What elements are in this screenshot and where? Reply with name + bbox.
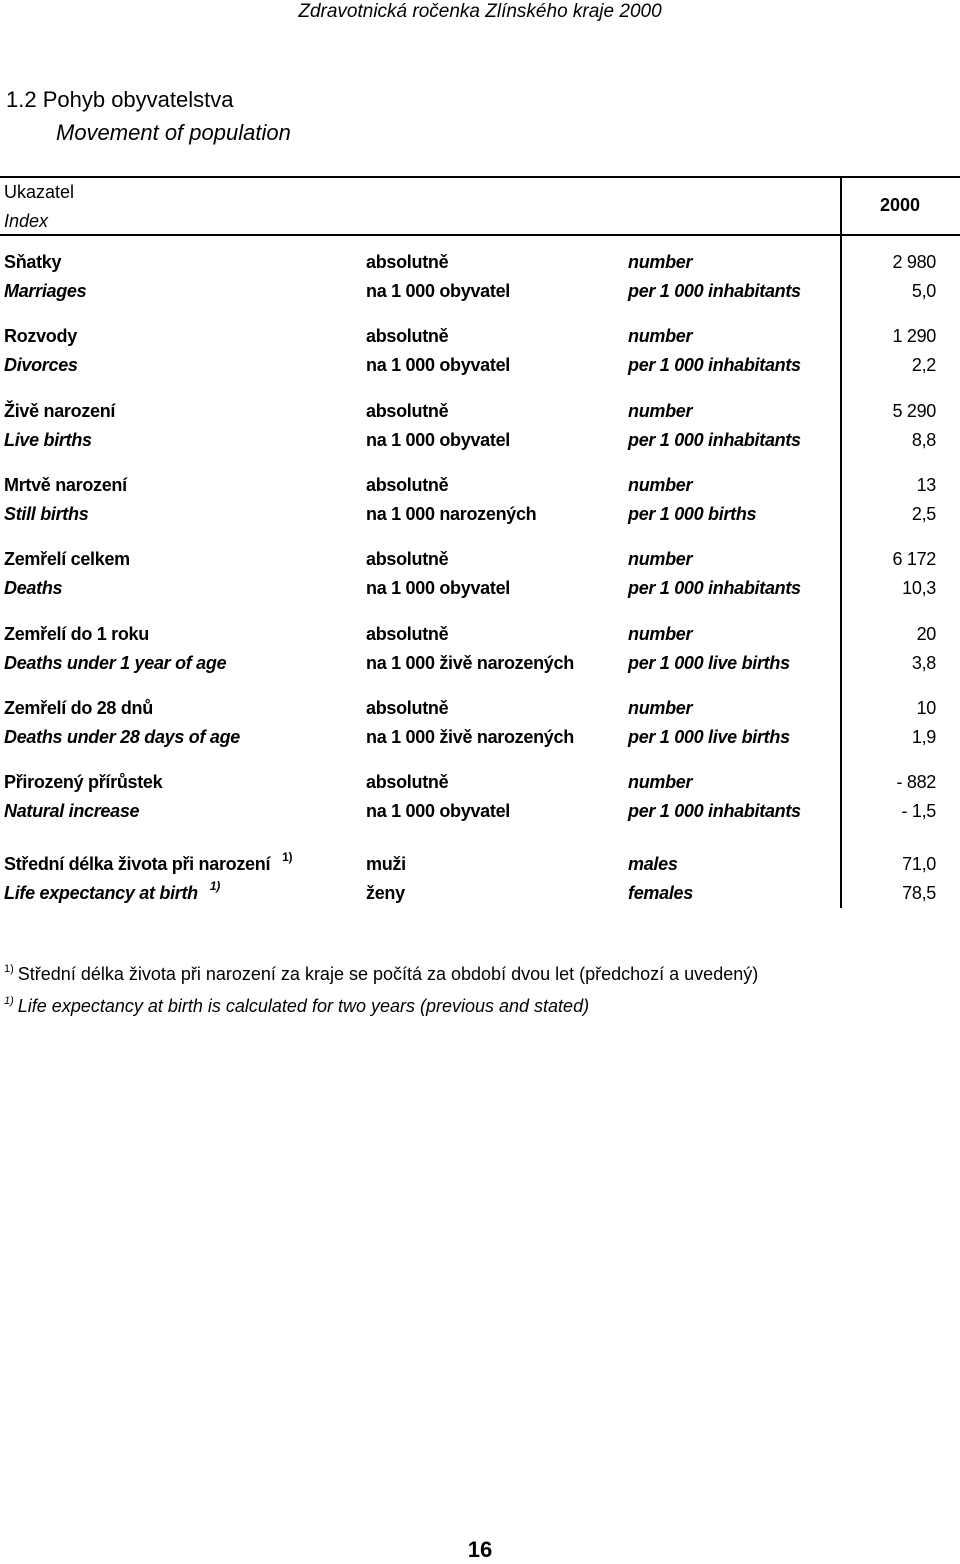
unit-cz: na 1 000 obyvatel	[366, 578, 510, 598]
table-row	[0, 250, 960, 310]
unit-en: number	[628, 326, 693, 346]
footnote-mark: 1)	[209, 879, 220, 893]
unit-en: per 1 000 inhabitants	[628, 355, 801, 375]
value: 1 290	[892, 326, 936, 346]
table-row	[0, 324, 960, 384]
unit-cz: absolutně	[366, 326, 449, 346]
table-row	[0, 473, 960, 533]
footnote-mark: 1)	[4, 995, 14, 1007]
unit-en: females	[628, 883, 693, 903]
running-header: Zdravotnická ročenka Zlínského kraje 2000	[298, 1, 662, 22]
unit-en: number	[628, 624, 693, 644]
unit-en: per 1 000 inhabitants	[628, 430, 801, 450]
unit-cz: absolutně	[366, 772, 449, 792]
unit-cz: absolutně	[366, 698, 449, 718]
value: 2,5	[911, 504, 936, 524]
unit-en: per 1 000 births	[628, 504, 757, 524]
value: 20	[916, 624, 936, 644]
unit-en: number	[628, 549, 693, 569]
value: 8,8	[911, 430, 936, 450]
value: 13	[916, 475, 936, 495]
value: - 1,5	[901, 801, 936, 821]
value: 5 290	[892, 401, 936, 421]
table-row-life-expectancy	[0, 852, 960, 912]
value: 78,5	[902, 883, 936, 903]
unit-cz: na 1 000 obyvatel	[366, 355, 510, 375]
header-index-en: Index	[4, 211, 49, 231]
unit-cz: na 1 000 živě narozených	[366, 653, 574, 673]
unit-cz: absolutně	[366, 549, 449, 569]
unit-cz: na 1 000 obyvatel	[366, 430, 510, 450]
unit-en: per 1 000 live births	[628, 653, 790, 673]
section-title: 1.2 Pohyb obyvatelstva	[6, 87, 234, 112]
unit-en: per 1 000 inhabitants	[628, 578, 801, 598]
unit-en: per 1 000 live births	[628, 727, 790, 747]
value: 5,0	[911, 281, 936, 301]
footnote-mark: 1)	[282, 850, 293, 864]
table-row	[0, 547, 960, 607]
header-index-cz: Ukazatel	[4, 182, 75, 202]
header-year: 2000	[879, 195, 921, 215]
unit-cz: na 1 000 narozených	[366, 504, 537, 524]
table-header-rule	[0, 234, 960, 236]
unit-en: number	[628, 475, 693, 495]
page-number: 16	[467, 1537, 493, 1562]
value: 2 980	[892, 252, 936, 272]
value: 10,3	[902, 578, 936, 598]
row-label-en: Deaths under 28 days of age	[4, 727, 240, 747]
unit-en: per 1 000 inhabitants	[628, 801, 801, 821]
value: - 882	[896, 772, 936, 792]
unit-en: number	[628, 252, 693, 272]
row-label-cz: Zemřelí do 1 roku	[4, 624, 149, 644]
row-label-en: Marriages	[4, 281, 87, 301]
value: 3,8	[911, 653, 936, 673]
value: 1,9	[911, 727, 936, 747]
unit-en: males	[628, 854, 678, 874]
unit-cz: absolutně	[366, 475, 449, 495]
table-row	[0, 399, 960, 459]
unit-cz: absolutně	[366, 401, 449, 421]
table-row	[0, 696, 960, 756]
footnote-en: $^{1)}$ Life expectancy at birth is calculated for two years (previous and stated)	[4, 995, 590, 1016]
row-label-cz: Zemřelí celkem	[4, 549, 130, 569]
footnote-mark: 1)	[4, 963, 14, 975]
row-label-en: Deaths	[4, 578, 63, 598]
unit-cz: ženy	[366, 883, 405, 903]
unit-cz: absolutně	[366, 252, 449, 272]
footnote-cz: $^{1)}$ Střední délka života při narození za kraje se počítá za období dvou let (předchozí a uvedený)	[4, 963, 759, 984]
unit-en: number	[628, 772, 693, 792]
unit-cz: na 1 000 obyvatel	[366, 281, 510, 301]
row-label-en: Natural increase	[4, 801, 140, 821]
row-label-en: Deaths under 1 year of age	[4, 653, 227, 673]
table-top-rule	[0, 176, 960, 178]
value: 6 172	[892, 549, 936, 569]
row-label-cz: Živě narození	[4, 401, 116, 421]
row-label-en: Live births	[4, 430, 92, 450]
row-label-cz: Střední délka života při narození $^{1)}$	[4, 850, 293, 874]
unit-cz: absolutně	[366, 624, 449, 644]
row-label-cz: Mrtvě narození	[4, 475, 127, 495]
row-label-cz: Rozvody	[4, 326, 77, 346]
row-label-en: Divorces	[4, 355, 78, 375]
row-label-en: Life expectancy at birth $^{1)}$	[4, 879, 220, 903]
unit-cz: na 1 000 živě narozených	[366, 727, 574, 747]
section-title-en: Movement of population	[56, 120, 291, 145]
row-label-cz: Přirozený přírůstek	[4, 772, 163, 792]
unit-en: per 1 000 inhabitants	[628, 281, 801, 301]
value: 2,2	[911, 355, 936, 375]
row-label-cz: Sňatky	[4, 252, 62, 272]
unit-cz: muži	[366, 854, 406, 874]
value: 71,0	[902, 854, 936, 874]
value: 10	[916, 698, 936, 718]
table-row	[0, 770, 960, 830]
table-row	[0, 622, 960, 682]
unit-cz: na 1 000 obyvatel	[366, 801, 510, 821]
unit-en: number	[628, 401, 693, 421]
row-label-en: Still births	[4, 504, 89, 524]
row-label-cz: Zemřelí do 28 dnů	[4, 698, 153, 718]
unit-en: number	[628, 698, 693, 718]
